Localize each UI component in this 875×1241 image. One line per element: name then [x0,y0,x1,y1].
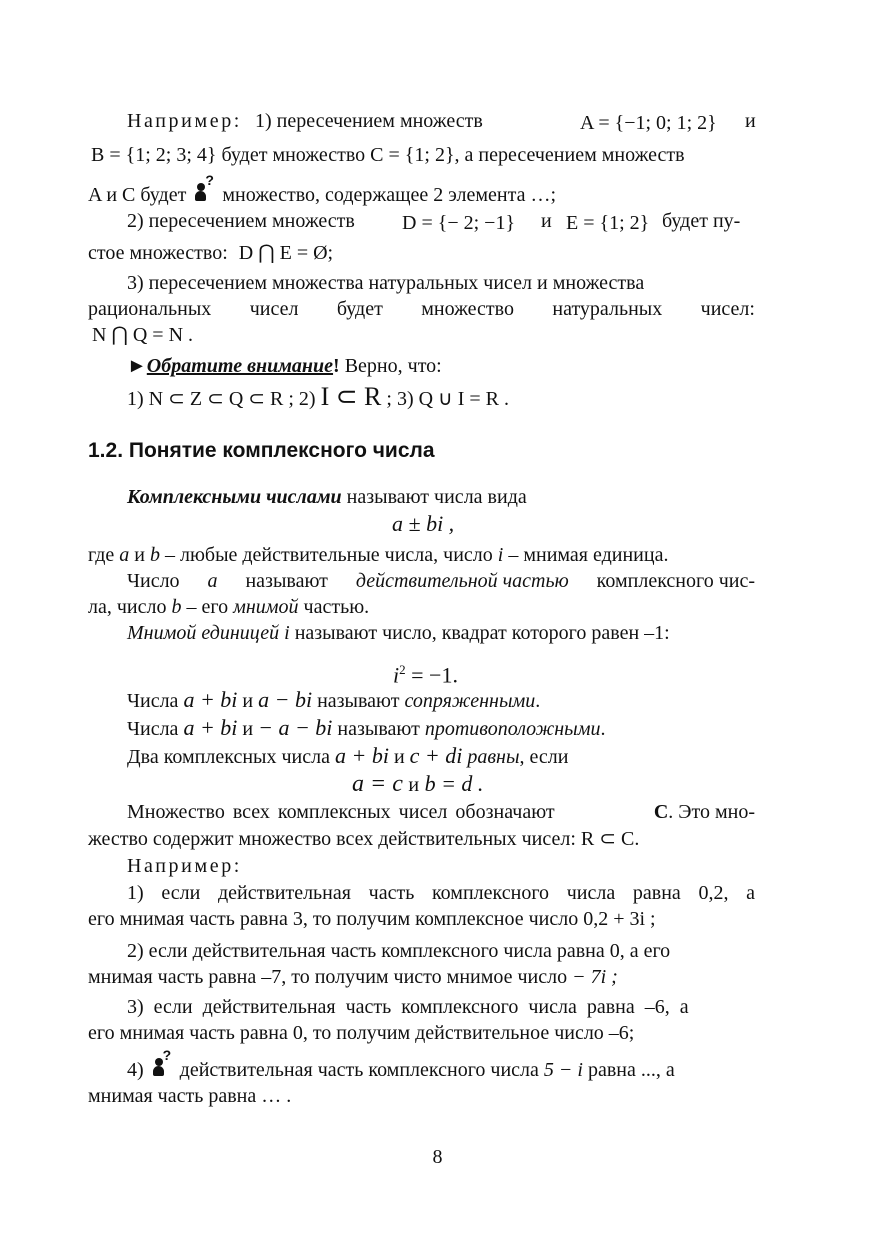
text: ! [333,355,340,377]
formula: 2 [399,662,406,677]
attention-formulas [127,384,509,412]
formula: N ⋂ Q = N . [92,324,194,346]
text: называют [317,690,400,712]
example-4-line-2 [88,1083,291,1109]
formula: a + bi [334,743,389,768]
text: стое множество: [88,242,228,264]
conjugate-line [127,687,540,714]
complex-form-formula [392,510,454,538]
text: и [242,718,254,740]
text: мнимая часть равна –7, то получим чисто мнимое число [88,966,568,988]
term: действительной частью [355,570,569,592]
var: a [207,570,218,592]
formula: − a − bi [258,715,333,740]
text: Числа [127,718,179,740]
text: Два комплексных числа [127,746,330,768]
text: 2) если действительная часть комплексного числа равна 0, а его [127,940,671,962]
equality-line [127,743,568,770]
text: будет пу- [662,210,741,232]
equality-formula [352,770,483,799]
formula: D = {− 2; −1} [402,212,516,234]
formula: i [393,662,400,688]
set-a-formula [580,110,717,136]
text: и [541,210,552,232]
text: 1) если действительная часть комплексного числа равна 0,2, а [127,882,755,904]
formula: a − bi [258,687,313,712]
p2-line-1a [127,208,355,234]
formula: ; 3) Q ∪ I = R . [386,388,509,410]
i-squared-formula [393,656,458,689]
definition-line [127,484,527,510]
attention-line [127,353,442,379]
word: будет [336,298,383,320]
formula: a ± bi , [392,511,455,536]
text: , если [519,746,569,768]
example-1-line-2 [88,906,656,932]
p2-line-1b [662,208,740,234]
formula: 0,2 + 3i ; [583,908,656,930]
term: равны [467,746,520,768]
opposite-line [127,715,606,742]
set-e-formula [566,210,649,236]
and-word [745,108,756,134]
text: Числа [127,690,179,712]
text: . [600,718,606,740]
text: называют число, квадрат которого равен –1: [294,622,670,644]
term: противоположными [424,718,601,740]
p3-line-2 [88,296,755,322]
word: чисел: [700,298,755,320]
example-line-2 [91,142,685,168]
word: чисел [249,298,299,320]
text: 3) пересечением множества натуральных чисел и множества [127,272,645,294]
word: рациональных [88,298,212,320]
example-3-line-2 [88,1020,634,1046]
example-1-line-1 [127,880,755,906]
var: b [171,596,182,618]
examples-label [127,853,242,879]
formula: R ⊂ C. [580,828,640,850]
section-heading: 1.2. Понятие комплексного числа [88,439,435,462]
set-c-line-2 [88,826,639,852]
p2-line-2 [88,240,333,266]
formula: c + di [409,743,463,768]
text: . [535,690,541,712]
imag-unit-line [127,620,670,646]
real-part-line-2 [88,594,369,620]
question-person-icon: ? [195,181,213,203]
var: a [119,544,130,566]
text: комплексного чис- [596,570,755,592]
formula: E = {1; 2} [566,212,650,234]
formula: a + bi [183,687,238,712]
text: называют числа вида [346,486,527,508]
text: Множество всех комплексных чисел обозначают [127,801,555,823]
text: и [408,774,420,796]
text: A и C будет [88,184,187,206]
formula: I ⊂ R [320,382,382,411]
term: мнимой [233,596,299,618]
var: i [497,544,504,566]
var: b [149,544,160,566]
real-part-line-1 [127,568,755,594]
text: и [393,746,405,768]
and-word [541,208,552,234]
text: называют [337,718,420,740]
term: сопряженными [404,690,536,712]
text: где [88,544,115,566]
word: множество [421,298,514,320]
formula: a + bi [183,715,238,740]
attention-label: Обратите внимание [146,355,334,377]
naprimer-label: Например: [127,855,242,877]
example-2-line-1 [127,938,670,964]
page-number: 8 [432,1146,443,1168]
text: 1) пересечением множеств [254,110,483,132]
text: жество содержит множество всех действительных чисел: [88,828,576,850]
question-person-icon: ? [153,1056,171,1078]
formula: D ⋂ E = Ø; [238,242,334,264]
formula: 5 − i [543,1059,583,1081]
formula: − 7i ; [572,966,618,988]
formula: = −1. [411,662,458,688]
naprimer-label: Например: [127,110,242,132]
text: и [242,690,254,712]
text: 2) пересечением множеств [127,210,355,232]
formula: A = {−1; 0; 1; 2} [580,112,717,134]
text: – мнимая единица. [508,544,669,566]
formula: b = d . [424,771,484,796]
set-symbol: C [653,801,669,823]
text: частью. [303,596,370,618]
definition-line-2 [88,542,668,568]
set-d-formula [402,210,515,236]
text: . Это мно- [668,801,755,823]
term: Мнимой единицей [127,622,280,644]
set-c-line-1 [127,799,755,825]
text: 4) [127,1059,144,1081]
example-line-1 [127,108,483,134]
formula: B = {1; 2; 3; 4} [91,144,217,166]
text: 3) если действительная часть комплексного числа равна –6, а [127,996,689,1018]
term: Комплексными числами [127,486,342,508]
p3-line-1 [127,270,644,296]
text: его мнимая часть равна 3, то получим комплексное число [88,908,579,930]
formula: a = c [352,771,403,797]
triangle-marker-icon: ► [127,355,147,377]
p3-line-3 [92,322,193,348]
formula: 1) N ⊂ Z ⊂ Q ⊂ R ; 2) [127,388,316,410]
var: i [284,622,290,644]
text: его мнимая часть равна 0, то получим действительное число –6; [88,1022,635,1044]
text: Число [127,570,180,592]
text: равна ..., а [587,1059,675,1081]
text: – его [186,596,229,618]
text: называют [245,570,328,592]
example-2-line-2 [88,964,618,990]
text: мнимая часть равна … . [88,1085,292,1107]
text: и [745,110,756,132]
example-line-3 [88,172,556,208]
word: натуральных [552,298,663,320]
text: множество, содержащее 2 элемента …; [222,184,556,206]
example-3-line-1 [127,994,755,1020]
example-4-line-1 [127,1047,675,1083]
text: и [134,544,145,566]
text: ла, число [88,596,167,618]
text: Верно, что: [344,355,442,377]
text: действительная часть комплексного числа [179,1059,539,1081]
text: – любые действительные числа, число [164,544,493,566]
text: будет множество C = {1; 2}, а пересечением множеств [221,144,685,166]
